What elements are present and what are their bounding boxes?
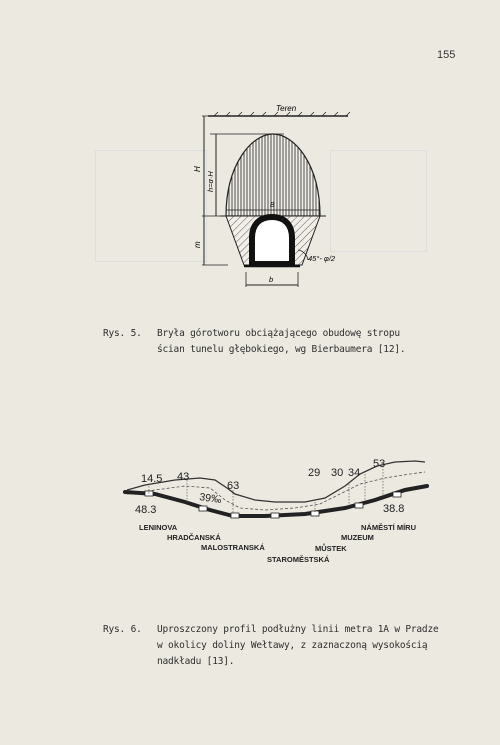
gradient-value: 39‰ — [198, 491, 223, 507]
B-label: B — [270, 202, 275, 209]
station-name: MALOSTRANSKÁ — [201, 543, 265, 552]
total-height-label: H — [193, 166, 202, 172]
station-name: MŮSTEK — [315, 544, 347, 553]
overburden-value: 14.5 — [141, 473, 163, 485]
elevation-value: 48.3 — [135, 504, 157, 516]
caption-line: ścian tunelu głębokiego, wg Bierbaumera [12]. — [157, 344, 406, 355]
station-markers — [145, 491, 401, 518]
m-label: m — [193, 241, 202, 248]
overburden-value: 43 — [177, 471, 190, 483]
overburden-value: 34 — [348, 467, 361, 479]
station-name: LENINOVA — [139, 523, 178, 532]
caption-line: Bryła górotworu obciążającego obudowę stropu — [157, 328, 400, 339]
b-label: b — [269, 275, 274, 284]
caption-line: nadkładu [13]. — [157, 656, 235, 667]
figure-6-caption — [103, 622, 439, 670]
overburden-value: 63 — [227, 480, 240, 492]
station-name: HRADČANSKÁ — [167, 533, 221, 542]
overburden-value: 29 — [308, 467, 321, 479]
figure-6-metro-profile — [115, 450, 435, 575]
caption-line: w okolicy doliny Wełtawy, z zaznaczoną wysokością — [157, 640, 428, 651]
tunnel-profile-line — [125, 486, 427, 516]
caption-line: Uproszczony profil podłużny linii metra 1A w Pradze — [157, 624, 439, 635]
overburden-value: 53 — [373, 458, 386, 470]
angle-label: 45°- φ/2 — [308, 254, 336, 263]
overburden-value: 30 — [331, 467, 344, 479]
river-valley-profile — [127, 472, 425, 510]
caption-label: Rys. 5. — [103, 328, 142, 339]
tunnel-lining — [252, 217, 292, 264]
terrain-label: Teren — [276, 104, 297, 113]
elevation-value: 38.8 — [383, 503, 405, 515]
load-height-label: h=α·H — [206, 171, 215, 192]
station-name: STAROMĚSTSKÁ — [267, 555, 330, 564]
figure-5-tunnel-load-diagram — [180, 100, 380, 300]
station-name: NÁMĚSTÍ MÍRU — [361, 523, 416, 532]
caption-label: Rys. 6. — [103, 624, 142, 635]
figure-5-caption — [103, 326, 405, 358]
page-number: 155 — [437, 49, 456, 61]
station-name: MUZEUM — [341, 533, 374, 542]
